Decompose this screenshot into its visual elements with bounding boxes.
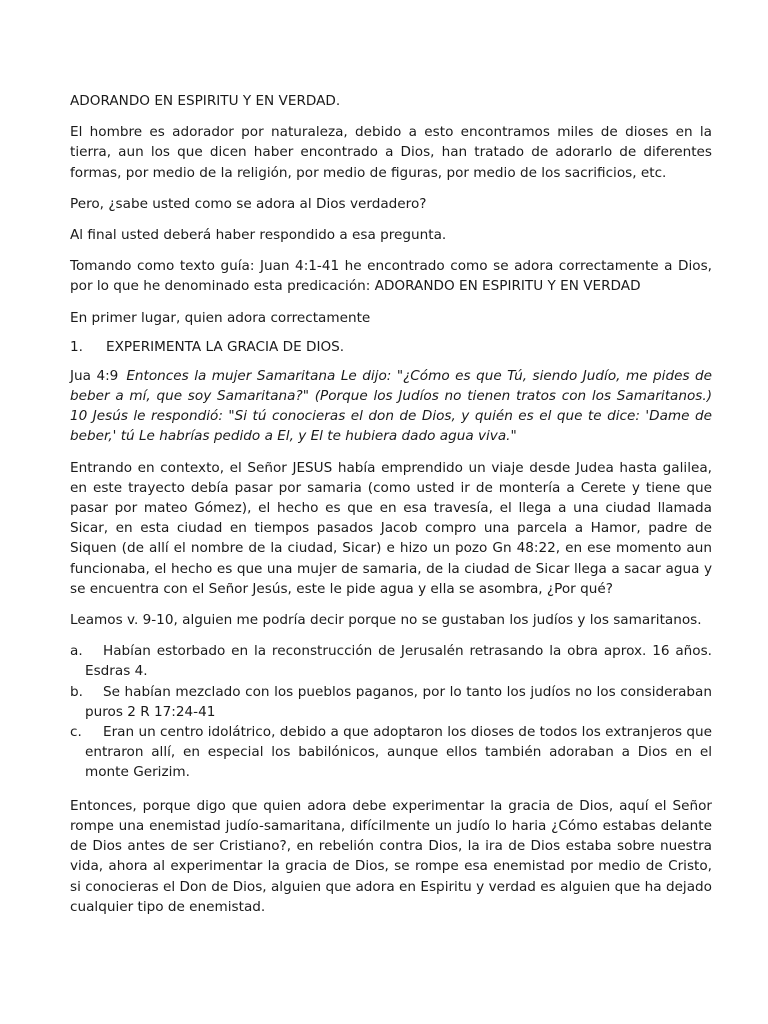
paragraph-first-point: En primer lugar, quien adora correctamente xyxy=(70,309,371,326)
list-marker: b. xyxy=(70,683,83,700)
list-item-text: Se habían mezclado con los pueblos paganos, por lo tanto los judíos no los consideraban puros 2 R 17:24-41 xyxy=(85,683,712,720)
list-item-text: Habían estorbado en la reconstrucción de Jerusalén retrasando la obra aprox. 16 años. Esdras 4. xyxy=(85,643,712,680)
paragraph-conclusion: Entonces, porque digo que quien adora debe experimentar la gracia de Dios, aquí el Señor rompe una enemistad judío-samaritana, difícilmente un judío lo haria ¿Cómo estabas delante de Dios antes de ser Cristiano?, en rebelión contra Dios, la ira de Dios estaba sobre nuestra vida, ahora al experimentar la gracia de Dios, se rompe esa enemistad por medio de Cristo, si conocieras el Don de Dios, alguien que adora en Espiritu y verdad es alguien que ha dejado cualquier tipo de enemistad. xyxy=(70,797,712,915)
document-title: ADORANDO EN ESPIRITU Y EN VERDAD. xyxy=(70,93,341,109)
list-item xyxy=(70,641,712,681)
section-heading xyxy=(70,339,712,355)
list-marker: a. xyxy=(70,643,83,660)
paragraph-question: Pero, ¿sabe usted como se adora al Dios verdadero? xyxy=(70,195,427,212)
section-heading-text: EXPERIMENTA LA GRACIA DE DIOS. xyxy=(106,338,345,355)
section-number: 1. xyxy=(70,338,83,355)
document-body xyxy=(70,91,712,917)
verse-closing-quote: " xyxy=(510,428,517,445)
list-marker: c. xyxy=(70,724,82,741)
reasons-list xyxy=(70,641,712,782)
list-item xyxy=(70,722,712,783)
verse-text: Entonces la mujer Samaritana Le dijo: "¿Cómo es que Tú, siendo Judío, me pides de beber a mí, que soy Samaritana?" (Porque los Judíos no tienen tratos con los Samaritanos.) 10 Jesús le respondió: "Si tú conocieras el don de Dios, y quién es el que te dice: 'Dame de beber,' tú Le habrías pedido a El, y El te hubiera dado agua viva. xyxy=(70,367,713,445)
list-item xyxy=(70,682,712,722)
bible-verse xyxy=(70,366,712,447)
paragraph-context: Entrando en contexto, el Señor JESUS había emprendido un viaje desde Judea hasta galilea, en este trayecto debía pasar por samaria (como usted ir de montería a Cerete y tiene que pasar por mateo Gómez), el hecho es que en esa travesía, el llega a una ciudad llamada Sicar, en esta ciudad en tiempos pasados Jacob compro una parcela a Hamor, padre de Siquen (de allí el nombre de la ciudad, Sicar) e hizo un pozo Gn 48:22, en ese momento aun funcionaba, el hecho es que una mujer de samaria, de la ciudad de Sicar llega a sacar agua y se encuentra con el Señor Jesús, este le pide agua y ella se asombra, ¿Por qué? xyxy=(70,459,712,597)
paragraph-guide-text: Tomando como texto guía: Juan 4:1-41 he encontrado como se adora correctamente a Dios, por lo que he denominado esta predicación: ADORANDO EN ESPIRITU Y EN VERDAD xyxy=(70,258,712,295)
paragraph-answer-note: Al final usted deberá haber respondido a esa pregunta. xyxy=(70,227,447,244)
list-item-text: Eran un centro idolátrico, debido a que adoptaron los dioses de todos los extranjeros que entraron allí, en especial los babilónicos, aunque ellos también adoraban a Dios en el monte Gerizim. xyxy=(85,724,712,781)
verse-reference: Jua 4:9 xyxy=(70,367,119,384)
paragraph-reading: Leamos v. 9-10, alguien me podría decir porque no se gustaban los judíos y los samaritanos. xyxy=(70,612,702,629)
paragraph-intro: El hombre es adorador por naturaleza, debido a esto encontramos miles de dioses en la tierra, aun los que dicen haber encontrado a Dios, han tratado de adorarlo de diferentes formas, por medio de la religión, por medio de figuras, por medio de los sacrificios, etc. xyxy=(70,124,712,181)
